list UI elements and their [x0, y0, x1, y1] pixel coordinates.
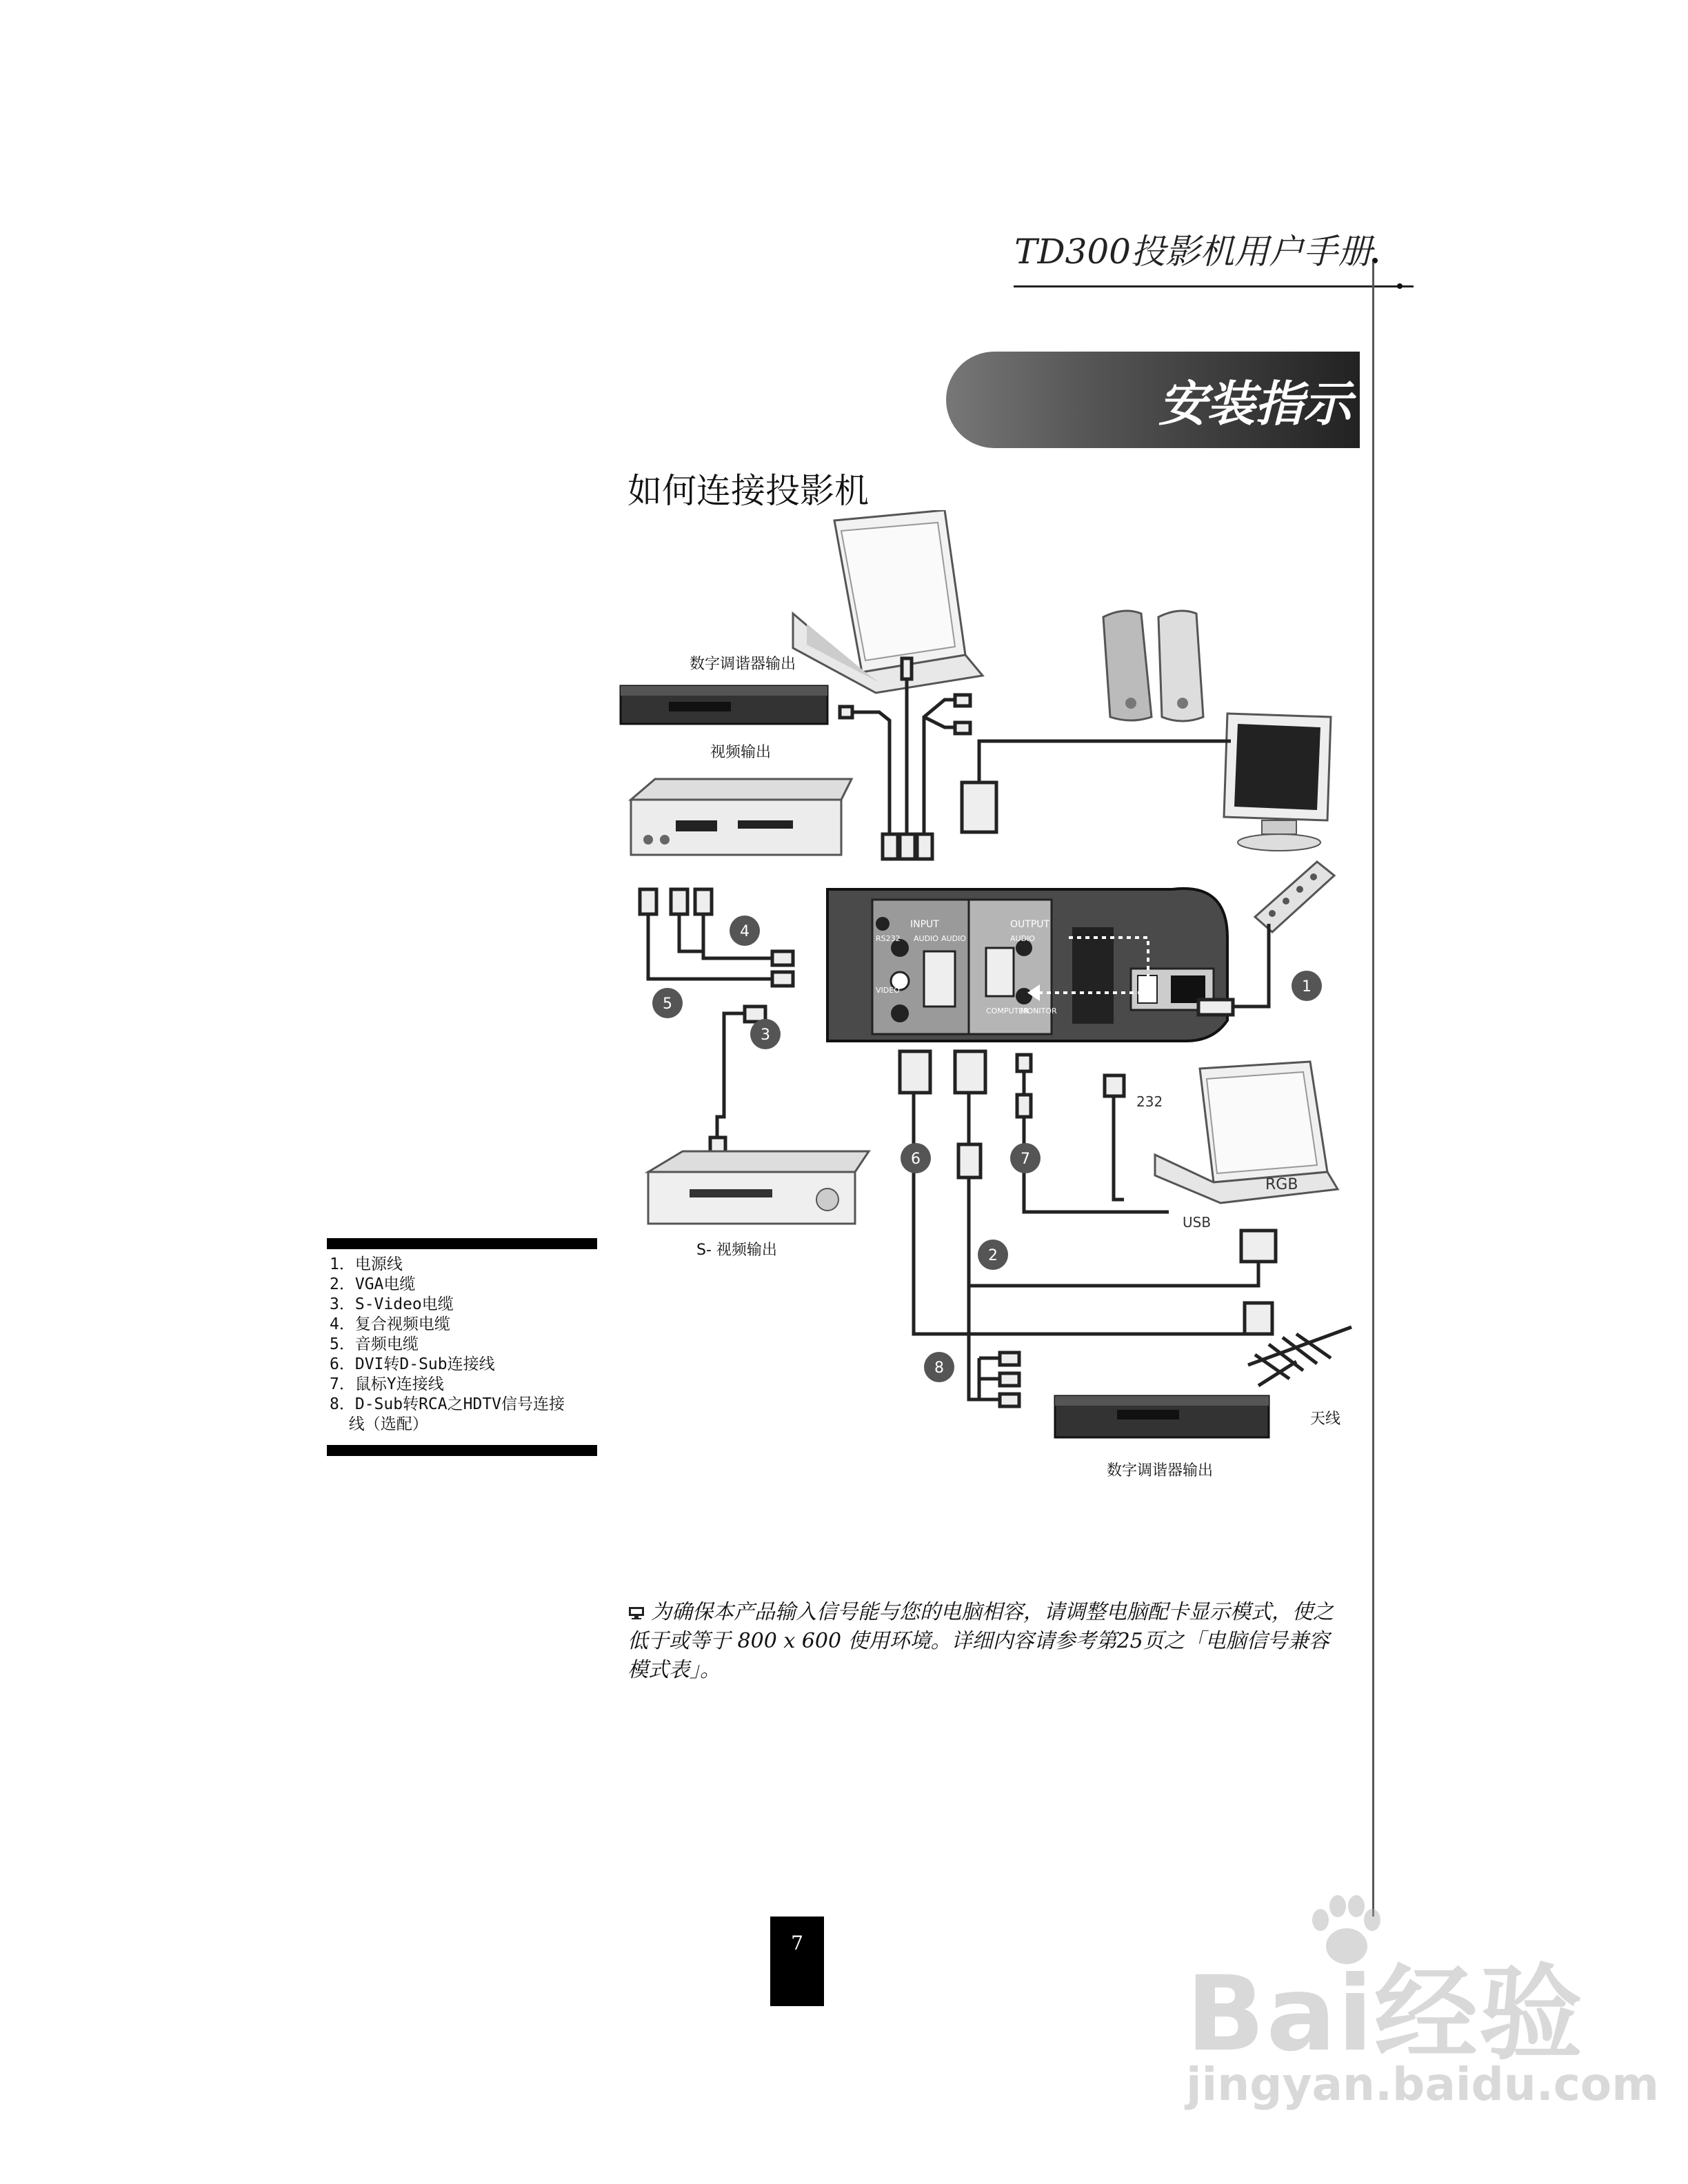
- panel-label-monitor: MONITOR: [1021, 1007, 1057, 1015]
- marker-8: [924, 1352, 954, 1382]
- manual-title: TD300投影机用户手册: [1014, 232, 1372, 272]
- antenna-image: [1248, 1327, 1352, 1386]
- label-usb: USB: [1183, 1214, 1212, 1231]
- svg-text:4: 4: [740, 923, 750, 940]
- legend-top-bar: [327, 1238, 597, 1249]
- marker-2: [978, 1240, 1008, 1270]
- laptop-top-image: [793, 510, 983, 693]
- monitor-image: [1224, 714, 1331, 851]
- digital-tuner-bottom-image: [1055, 1396, 1269, 1437]
- banner-title: 安装指示: [1158, 375, 1352, 432]
- watermark-logo: Bai经验: [1186, 1954, 1584, 2074]
- panel-label-video: VIDEO: [876, 986, 900, 995]
- svg-text:3: 3: [761, 1027, 770, 1044]
- marker-6: [901, 1143, 931, 1173]
- panel-label-input: INPUT: [910, 919, 939, 930]
- legend-item: 2．VGA电缆: [330, 1275, 416, 1293]
- legend-item: 3．S-Video电缆: [330, 1295, 454, 1313]
- section-title: 如何连接投影机: [627, 471, 869, 511]
- label-rgb: RGB: [1265, 1176, 1298, 1193]
- panel-label-audio-2: AUDIO: [941, 934, 966, 943]
- panel-label-audio-3: AUDIO: [1010, 934, 1035, 943]
- svg-text:8: 8: [934, 1359, 944, 1377]
- legend-item: 线（选配）: [330, 1415, 428, 1433]
- legend-item: 5．音频电缆: [330, 1335, 419, 1353]
- note-text: 为确保本产品输入信号能与您的电脑相容，请调整电脑配卡显示模式，使之低于或等于 800 x 600 使用环境。详细内容请参考第25页之「电脑信号兼容模式表」。: [627, 1600, 1334, 1682]
- digital-tuner-top-image: [621, 686, 827, 724]
- side-rule: [1372, 262, 1374, 1917]
- marker-1: [1292, 971, 1322, 1001]
- label-digital-tuner-bottom: 数字调谐器输出: [1107, 1462, 1214, 1479]
- svideo-player-image: [648, 1151, 869, 1224]
- legend-item: 1．电源线: [330, 1255, 403, 1273]
- page-number: 7: [770, 1917, 824, 2006]
- panel-label-audio-1: AUDIO: [914, 934, 938, 943]
- legend-item: 4．复合视频电缆: [330, 1315, 450, 1333]
- svg-text:5: 5: [663, 995, 672, 1013]
- marker-3: [750, 1019, 781, 1049]
- header-rule: [1014, 285, 1414, 287]
- legend-item: 7．鼠标Y连接线: [330, 1375, 444, 1393]
- connection-diagram: [607, 510, 1372, 1496]
- marker-5: [652, 988, 683, 1018]
- marker-7: [1010, 1143, 1041, 1173]
- vcr-image: [631, 779, 852, 855]
- label-video-out: 视频输出: [710, 744, 772, 761]
- power-strip-image: [1255, 862, 1334, 932]
- legend-bottom-bar: [327, 1445, 597, 1456]
- svg-text:2: 2: [988, 1247, 998, 1264]
- compatibility-note: [627, 1598, 1338, 1685]
- marker-4: [730, 916, 760, 946]
- label-rs232: 232: [1136, 1093, 1163, 1110]
- label-digital-tuner-top: 数字调谐器输出: [690, 656, 796, 673]
- cable-legend: [327, 1255, 597, 1435]
- watermark-url: jingyan.baidu.com: [1186, 2058, 1660, 2111]
- note-icon: [627, 1605, 645, 1620]
- legend-item: 8．D-Sub转RCA之HDTV信号连接: [330, 1395, 565, 1413]
- panel-label-computer: COMPUTER: [986, 1007, 1029, 1015]
- projector-rear-panel: [827, 889, 1227, 1041]
- svg-text:6: 6: [911, 1151, 921, 1168]
- legend-item: 6．DVI转D-Sub连接线: [330, 1355, 495, 1373]
- header-dot-right: [1397, 283, 1403, 289]
- svg-text:7: 7: [1021, 1151, 1030, 1168]
- panel-label-output: OUTPUT: [1010, 919, 1050, 930]
- laptop-right-image: [1155, 1062, 1338, 1203]
- svg-text:1: 1: [1302, 978, 1312, 995]
- label-antenna: 天线: [1310, 1410, 1341, 1428]
- speakers-image: [1103, 611, 1203, 721]
- panel-label-rs232: RS232: [876, 934, 901, 943]
- label-svideo-out: S- 视频输出: [696, 1242, 777, 1259]
